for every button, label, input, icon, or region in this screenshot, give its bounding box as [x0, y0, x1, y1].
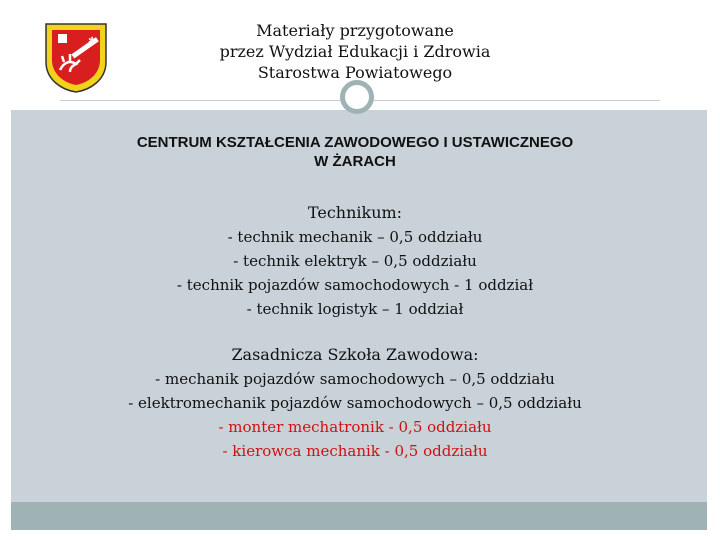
section-heading: Technikum: — [307, 203, 403, 222]
header-line: przez Wydział Edukacji i Zdrowia — [219, 42, 491, 61]
zsz-section — [40, 343, 670, 463]
header-title — [180, 20, 530, 83]
coat-of-arms-logo — [44, 22, 108, 94]
section-heading: Zasadnicza Szkoła Zawodowa: — [231, 345, 479, 364]
list-item: - mechanik pojazdów samochodowych – 0,5 oddziału — [155, 370, 555, 388]
title-line-1: CENTRUM KSZTAŁCENIA ZAWODOWEGO I USTAWICZNEGO — [136, 134, 574, 151]
list-item: - technik mechanik – 0,5 oddziału — [227, 228, 483, 246]
bottom-bar — [11, 502, 707, 530]
list-item: - technik logistyk – 1 oddział — [246, 300, 464, 318]
svg-text:✱: ✱ — [88, 36, 97, 47]
list-item-highlighted: - monter mechatronik - 0,5 oddziału — [218, 418, 492, 436]
header-line: Materiały przygotowane — [256, 21, 454, 40]
header-line: Starostwa Powiatowego — [257, 63, 453, 82]
list-item: - technik pojazdów samochodowych - 1 oddział — [176, 276, 534, 294]
list-item-highlighted: - kierowca mechanik - 0,5 oddziału — [222, 442, 488, 460]
list-item: - elektromechanik pojazdów samochodowych – 0,5 oddziału — [128, 394, 582, 412]
page-title — [60, 133, 650, 171]
title-line-2: W ŻARACH — [314, 153, 396, 170]
circle-ornament — [340, 80, 374, 114]
list-item: - technik elektryk – 0,5 oddziału — [233, 252, 477, 270]
technikum-section — [40, 201, 670, 321]
